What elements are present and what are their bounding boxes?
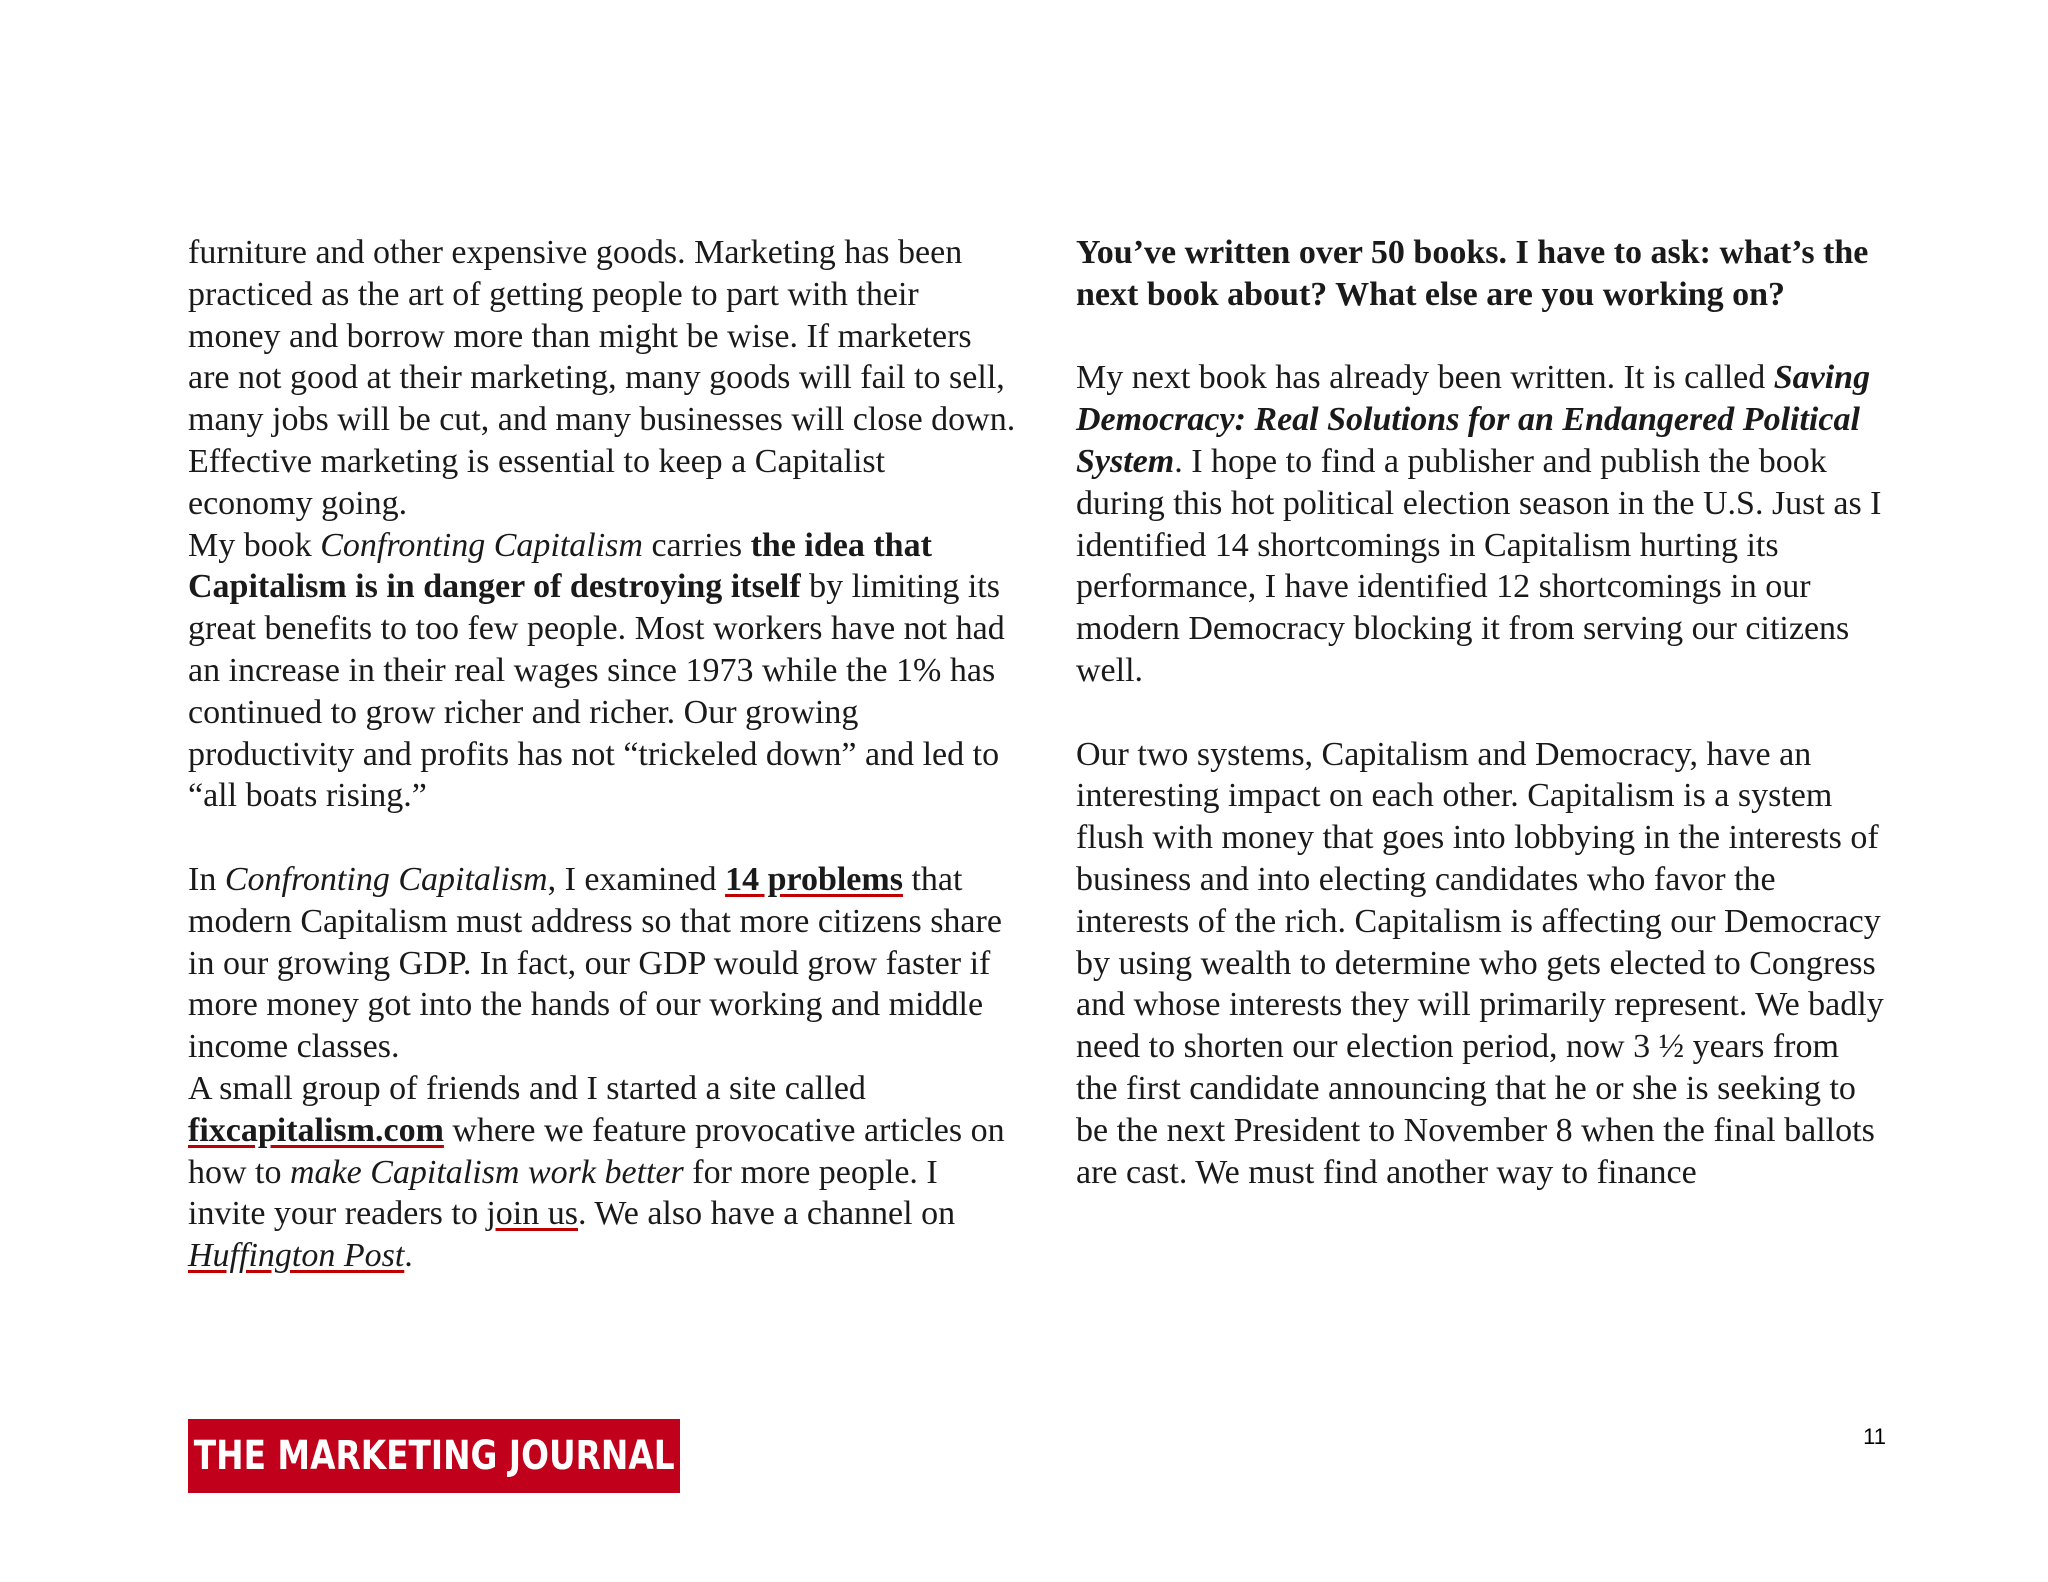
text: by limiting its great benefits to too few people. Most workers have not had an increase in their real wages since 1973 while the 1% has continued to grow richer and richer. Our growing productivity and profits has not “trickeled down” and led to “all boats rising.”	[188, 568, 1005, 815]
text: where we feature provocative articles on how to	[188, 1111, 1005, 1191]
text: In	[188, 860, 225, 898]
text: that modern Capitalism must address so that more citizens share in our growing GDP. In fact, our GDP would grow faster if more money got into the hands of our working and middle income classes.	[188, 860, 1002, 1066]
page-number: 11	[1863, 1424, 1886, 1449]
paragraph	[1076, 357, 1886, 691]
text: . We also have a channel on	[577, 1195, 956, 1233]
spacer	[1076, 692, 1886, 734]
paragraph	[1076, 734, 1886, 1194]
spacer	[1076, 316, 1886, 358]
spacer	[188, 817, 1018, 859]
book-title: Confronting Capitalism	[224, 860, 548, 898]
book-title: Saving Democracy: Real Solutions for an Endangered Political System	[1076, 359, 1871, 480]
right-column	[1076, 232, 1886, 1193]
text: My book	[188, 526, 321, 564]
text: carries	[642, 526, 751, 564]
paragraph	[188, 525, 1018, 818]
emphasis-text: the idea that Capitalism is in danger of destroying itself	[188, 526, 932, 606]
paragraph	[188, 232, 1018, 525]
paragraph-text: Our two systems, Capitalism and Democracy, have an interesting impact on each other. Capitalism is a system flush with money that goes into lobbying in the interests of business and into electing candidates who favor the interests of the rich. Capitalism is affecting our Democracy by using wealth to determine who gets elected to Congress and whose interests they will primarily represent. We badly need to shorten our election period, now 3 ½ years from the first candidate announcing that he or she is seeking to be the next President to November 8 when the final ballots are cast. We must find another way to finance	[1076, 735, 1884, 1191]
text: A small group of friends and I started a site called	[188, 1069, 866, 1107]
paragraph	[188, 1068, 1018, 1277]
interview-question: You’ve written over 50 books. I have to ask: what’s the next book about? What else are you working on?	[1076, 234, 1869, 313]
paragraph-text: furniture and other expensive goods. Marketing has been practiced as the art of getting people to part with their money and borrow more than might be wise. If marketers are not good at their marketing, many goods will fail to sell, many jobs will be cut, and many businesses will close down. Effective marketing is essential to keep a Capitalist economy going.	[188, 234, 1016, 522]
huffington-post-link[interactable]: Huffington Post	[188, 1237, 405, 1275]
join-us-link[interactable]: join us	[486, 1195, 578, 1233]
emphasis-text: make Capitalism work better	[290, 1153, 684, 1191]
text: .	[404, 1237, 413, 1275]
text: My next book has already been written. It is called	[1076, 359, 1774, 397]
problems-link[interactable]: 14 problems	[725, 860, 903, 898]
text: for more people. I invite your readers to	[188, 1153, 938, 1233]
paragraph	[188, 859, 1018, 1068]
marketing-journal-logo	[188, 1419, 680, 1493]
book-title: Confronting Capitalism	[320, 526, 643, 564]
left-column	[188, 232, 1018, 1277]
text: , I examined	[547, 860, 726, 898]
text: . I hope to find a publisher and publish the book during this hot political election season in the U.S. Just as I identified 14 shortcomings in Capitalism hurting its performance, I have identified 12 shortcomings in our modern Democracy blocking it from serving our citizens well.	[1076, 442, 1882, 689]
fixcapitalism-link[interactable]: fixcapitalism.com	[188, 1111, 444, 1149]
logo-text: THE MARKETING JOURNAL	[193, 1433, 675, 1479]
